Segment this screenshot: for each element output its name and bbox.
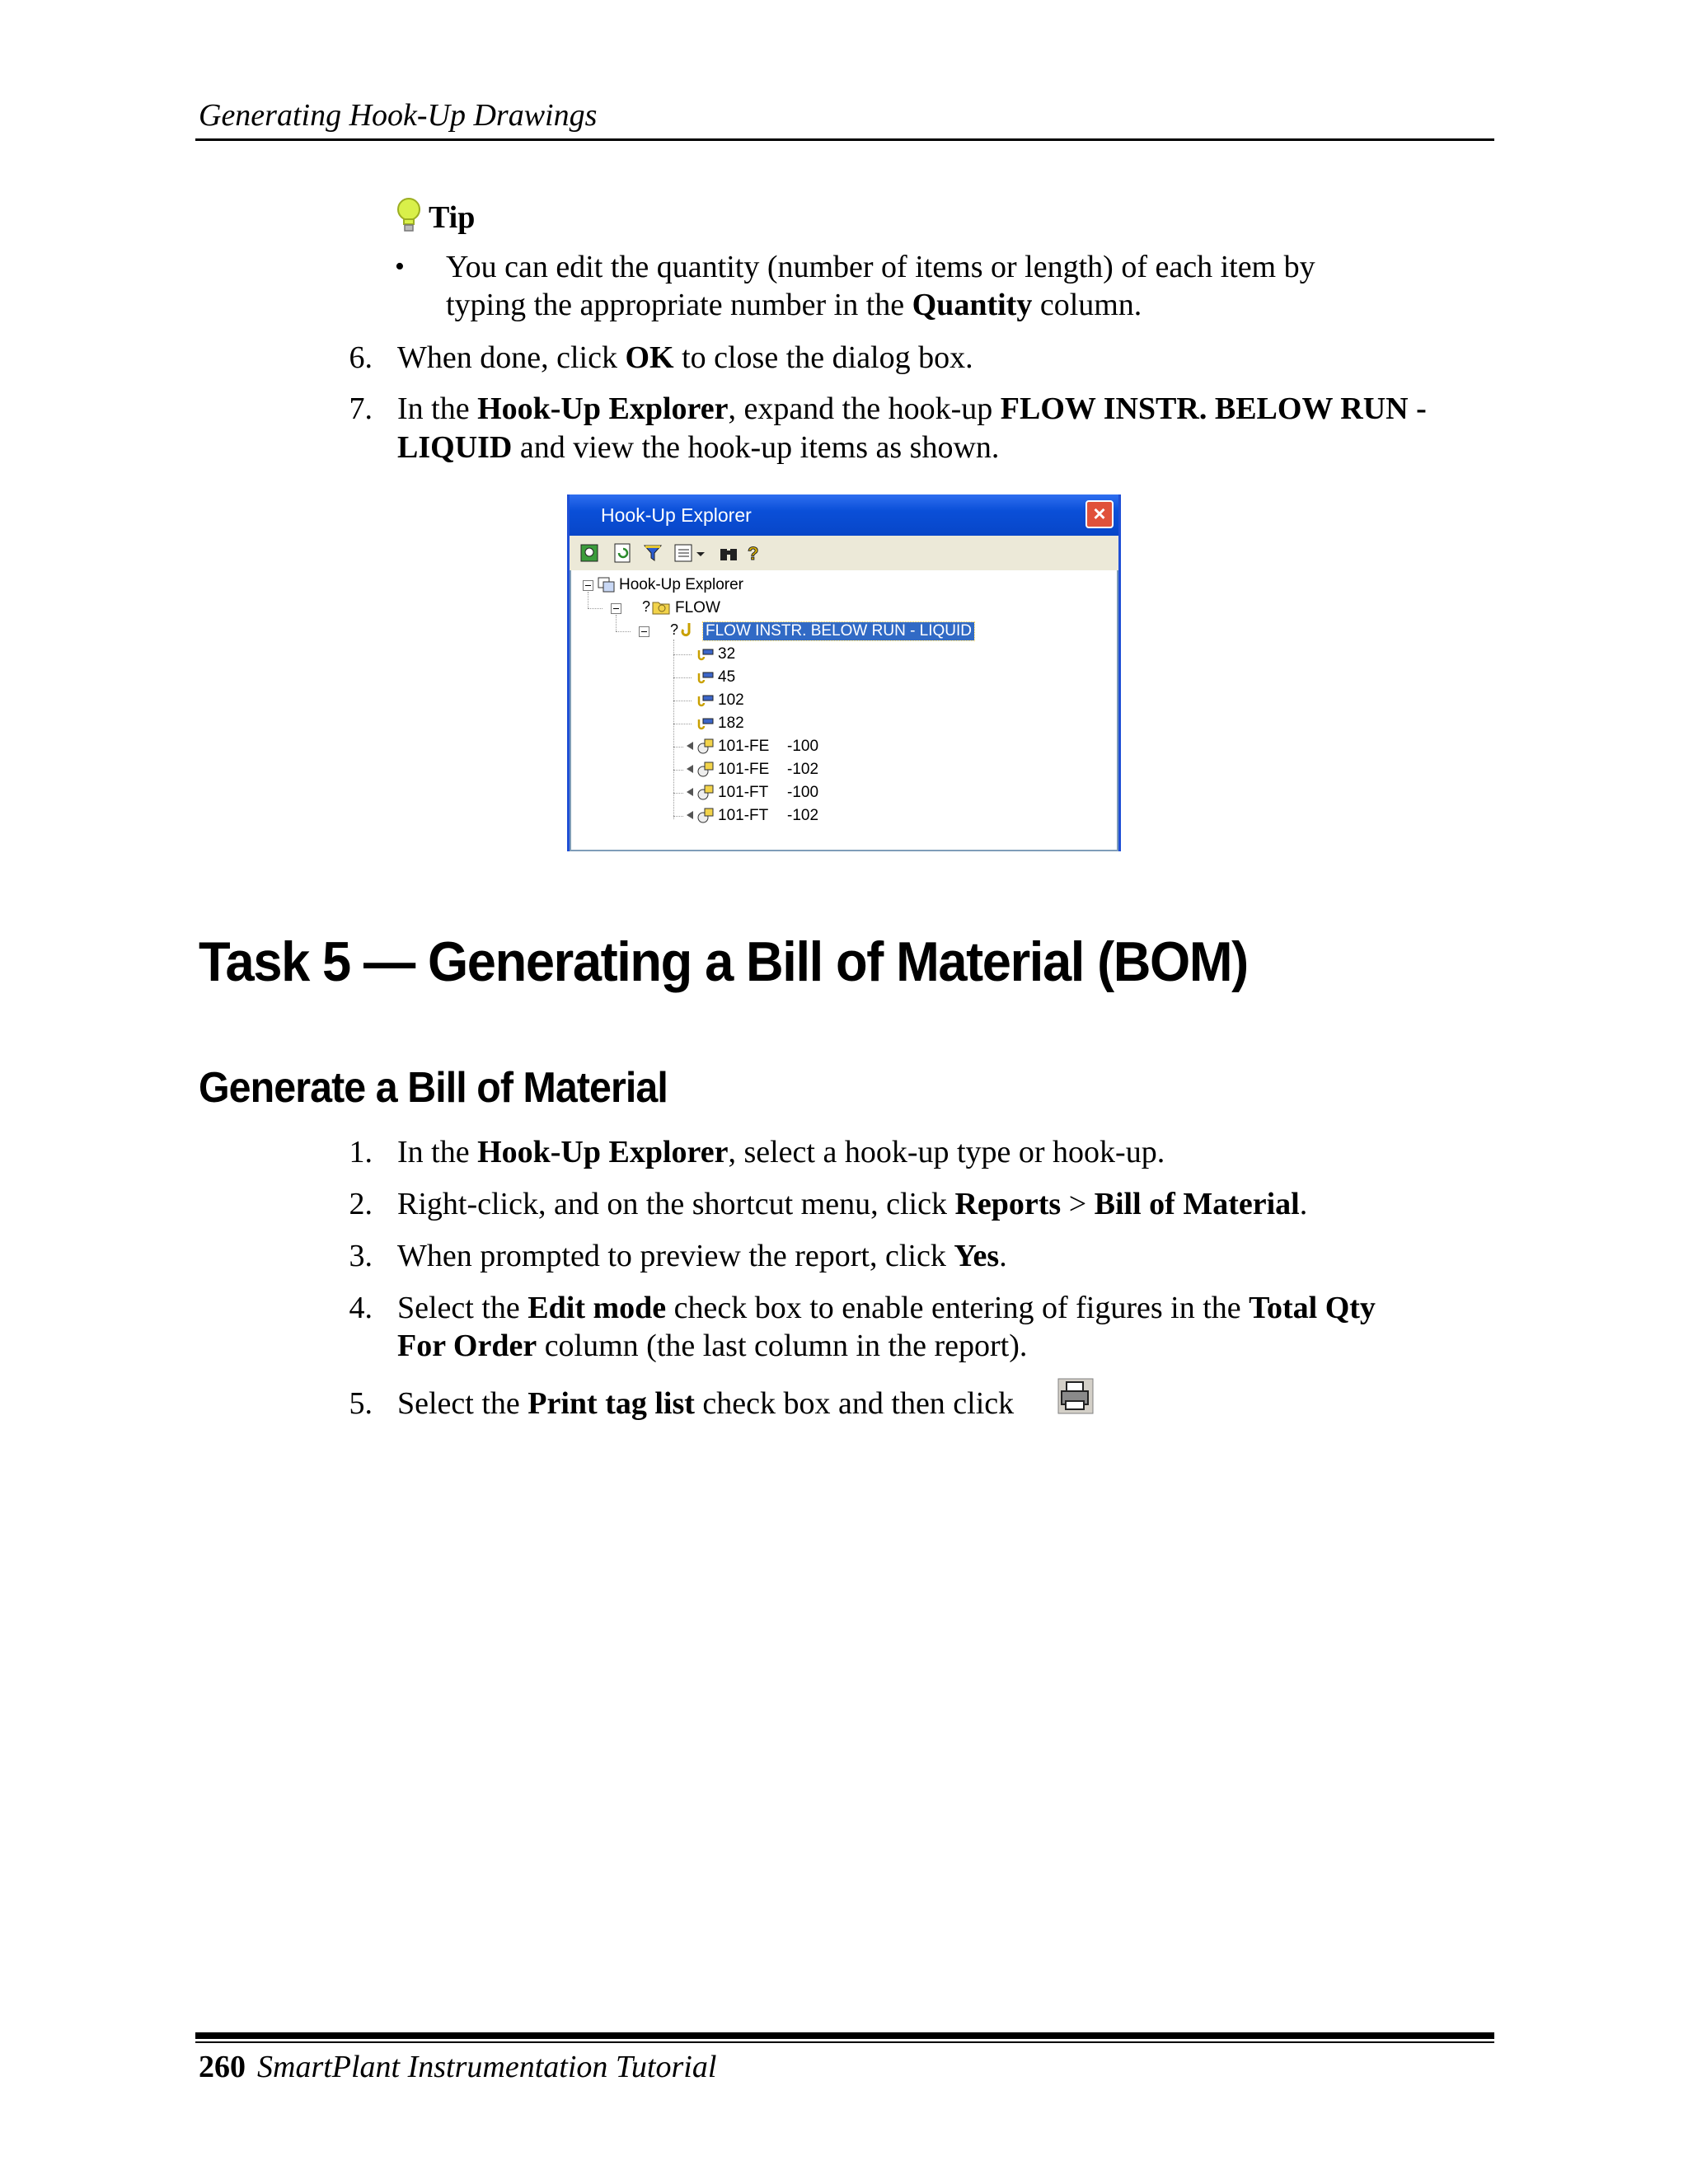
- help-icon[interactable]: [743, 542, 764, 564]
- chevron-down-icon[interactable]: [695, 542, 706, 564]
- print-icon: [1057, 1378, 1094, 1414]
- tag-number[interactable]: -100: [787, 738, 819, 755]
- item-icon: [696, 668, 715, 685]
- window-titlebar: [570, 494, 1118, 536]
- step-text: In the Hook-Up Explorer, expand the hook-up FLOW INSTR. BELOW RUN -: [397, 391, 1427, 426]
- tree-connector: [616, 615, 617, 631]
- tip-label: Tip: [429, 200, 476, 235]
- view-list-icon[interactable]: [673, 542, 695, 564]
- item-icon: [696, 645, 715, 662]
- properties-icon[interactable]: [579, 542, 601, 564]
- status-question-mark: ?: [670, 621, 679, 638]
- step-number: 4.: [349, 1291, 373, 1325]
- step-text-cont: For Order column (the last column in the report).: [397, 1329, 1028, 1363]
- item-icon: [696, 691, 715, 708]
- explorer-root-icon: [598, 577, 616, 593]
- step-number: 7.: [349, 391, 373, 426]
- tip-text-line-2: typing the appropriate number in the Quantity column.: [446, 288, 1142, 322]
- tree-connector: [673, 770, 683, 771]
- status-question-mark: ?: [642, 598, 651, 615]
- instrument-tag-icon: [685, 761, 716, 777]
- step-number: 1.: [349, 1135, 373, 1169]
- collapse-toggle[interactable]: [611, 603, 621, 614]
- tag-name[interactable]: 101-FT: [718, 784, 769, 801]
- refresh-icon[interactable]: [612, 542, 634, 564]
- step-number: 5.: [349, 1386, 373, 1421]
- tree-item-label[interactable]: 102: [718, 691, 744, 709]
- instrument-tag-icon: [685, 784, 716, 800]
- tag-name[interactable]: 101-FE: [718, 738, 770, 755]
- tree-connector: [673, 793, 683, 794]
- section-heading: Generate a Bill of Material: [199, 1064, 668, 1112]
- tip-text-line-1: You can edit the quantity (number of items or length) of each item by: [446, 250, 1315, 284]
- explorer-tree: [570, 570, 1118, 851]
- collapse-toggle[interactable]: [583, 580, 593, 591]
- step-text: Select the Print tag list check box and then click: [397, 1386, 1022, 1421]
- page-number: 260: [199, 2050, 246, 2084]
- hookup-hook-icon: [680, 621, 698, 638]
- filter-icon[interactable]: [642, 542, 663, 564]
- tree-connector: [673, 747, 683, 748]
- step-number: 3.: [349, 1239, 373, 1273]
- close-button[interactable]: ×: [1085, 500, 1114, 528]
- collapse-toggle[interactable]: [639, 626, 649, 637]
- tree-item-label[interactable]: 45: [718, 668, 736, 686]
- tree-item-label[interactable]: 182: [718, 715, 744, 732]
- svg-text:?: ?: [748, 543, 759, 564]
- tag-number[interactable]: -100: [787, 784, 819, 801]
- tree-root-label[interactable]: Hook-Up Explorer: [619, 576, 743, 593]
- tag-number[interactable]: -102: [787, 807, 819, 824]
- tree-type-label[interactable]: FLOW: [675, 599, 720, 616]
- page-footer: [199, 2049, 716, 2085]
- tree-connector: [673, 816, 683, 817]
- instrument-tag-icon: [685, 738, 716, 754]
- step-number: 6.: [349, 340, 373, 375]
- tree-connector: [673, 677, 692, 678]
- task-heading: Task 5 — Generating a Bill of Material (BOM): [199, 930, 1248, 993]
- hookup-explorer-window: [567, 494, 1121, 851]
- explorer-toolbar: [570, 536, 1118, 571]
- step-text: When done, click OK to close the dialog box.: [397, 340, 973, 375]
- tag-number[interactable]: -102: [787, 761, 819, 778]
- book-title: SmartPlant Instrumentation Tutorial: [257, 2050, 717, 2084]
- step-number: 2.: [349, 1187, 373, 1221]
- step-text: Right-click, and on the shortcut menu, click Reports > Bill of Material.: [397, 1187, 1308, 1221]
- lightbulb-icon: [394, 196, 424, 234]
- step-text: In the Hook-Up Explorer, select a hook-up type or hook-up.: [397, 1135, 1165, 1169]
- binoculars-icon[interactable]: [718, 542, 739, 564]
- tree-hookup-label[interactable]: FLOW INSTR. BELOW RUN - LIQUID: [703, 622, 974, 640]
- hookup-type-folder-icon: [652, 598, 670, 615]
- tree-item-label[interactable]: 32: [718, 645, 736, 663]
- step-text: When prompted to preview the report, click Yes.: [397, 1239, 1007, 1273]
- header-rule: [195, 138, 1494, 141]
- tag-name[interactable]: 101-FT: [718, 807, 769, 824]
- running-header: Generating Hook-Up Drawings: [199, 98, 598, 133]
- bullet-dot: •: [395, 251, 405, 282]
- item-icon: [696, 715, 715, 731]
- footer-rule: [195, 2032, 1494, 2039]
- tree-connector: [673, 654, 692, 655]
- instrument-tag-icon: [685, 807, 716, 823]
- tag-name[interactable]: 101-FE: [718, 761, 770, 778]
- footer-rule: [195, 2041, 1494, 2043]
- tree-connector: [616, 631, 631, 632]
- window-title: Hook-Up Explorer: [601, 504, 752, 526]
- step-text-cont: LIQUID and view the hook-up items as shown.: [397, 430, 1000, 465]
- step-text: Select the Edit mode check box to enable entering of figures in the Total Qty: [397, 1291, 1376, 1325]
- tree-connector: [588, 608, 603, 609]
